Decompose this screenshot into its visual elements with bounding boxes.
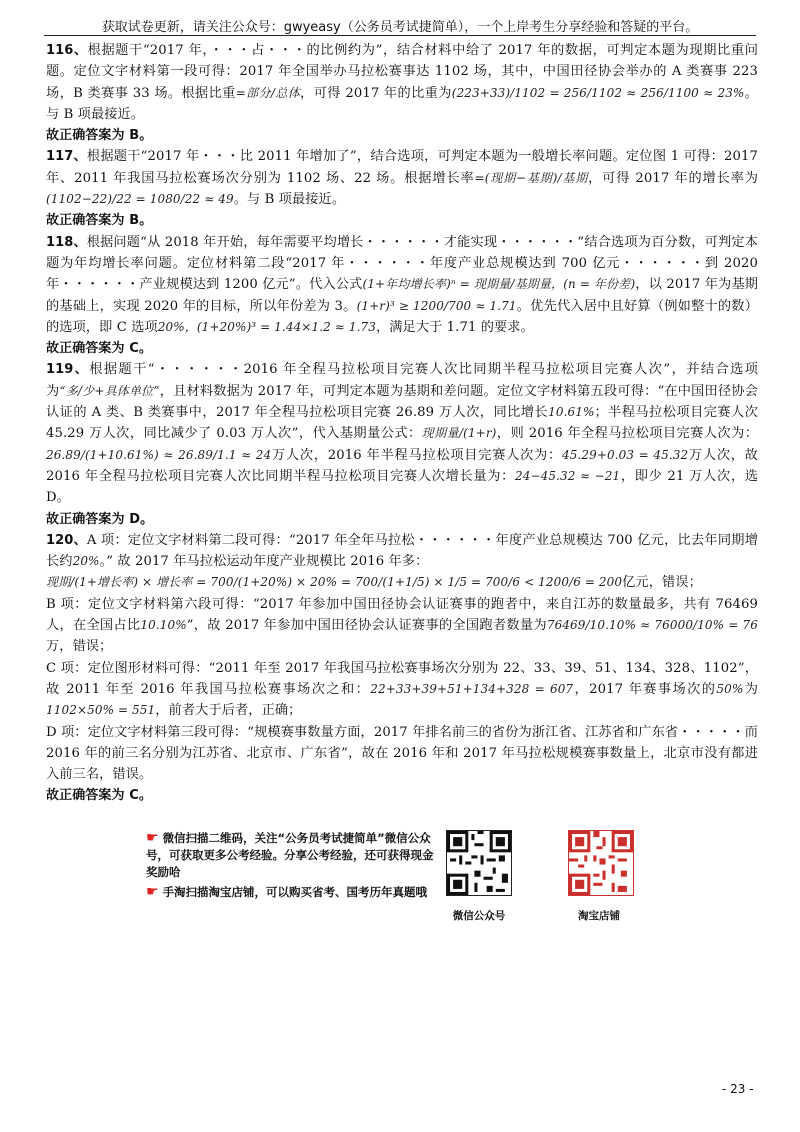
answer-content [46, 40, 758, 807]
text: ，前者大于后者，正确； [155, 703, 302, 719]
qr-caption: 微信公众号 [452, 910, 506, 922]
question-120-option-d: D 项：定位文字材料第三段可得：“规模赛事数量方面，2017 年排名前三的省份为浙江省、江苏省和广东省・・・・・而 2016 年的前三名分别为江苏省、北京市、广东省”，故在 2016 年和 2017 年马拉松规模赛事数量上，北京市没有都进入前三名，错误。 [46, 724, 758, 783]
formula: (1+年均增长率)ⁿ = 现期量/基期量，(n = 年份差) [362, 277, 636, 292]
formula: (1102−22)/22 = 1080/22 ≈ 49 [46, 192, 234, 207]
text: ，即少 21 万人次，选 D。 [46, 468, 758, 506]
formula: 1102×50% = 551 [46, 703, 156, 718]
answer-118: 故正确答案为 C。 [46, 341, 152, 357]
formula: 10.61% [548, 405, 595, 420]
question-number: 119、 [46, 362, 90, 378]
text: A 项：定位文字材料第二段可得：“2017 年全年马拉松・・・・・・年度产业总规模达 700 亿元，比去年同期增长约 [46, 532, 758, 570]
formula: 现期量/(1+r) [421, 426, 497, 441]
answer-120: 故正确答案为 C。 [46, 788, 152, 804]
formula: 50% [716, 681, 744, 696]
text: ，2017 年赛事场次的 [573, 681, 717, 697]
question-number: 116、 [46, 43, 88, 58]
question-118 [46, 232, 758, 338]
text: 万人次，2016 年半程马拉松项目完赛人次为： [271, 447, 562, 463]
text: 。” 故 2017 年马拉松运动年度产业规模比 2016 年多： [99, 554, 429, 570]
text: ”，故 2017 年参加中国田径协会认证赛事的全国跑者数量为 [186, 618, 547, 634]
text: ，则 2016 年全程马拉松项目完赛人次为： [496, 426, 759, 442]
text: 根据题干“2017 年・・・比 2011 年增加了”，结合选项，可判定本题为一般增长率问题。定位图 1 可得：2017 年、2011 年我国马拉松赛场次分别为 1102 场、22 场。根据增长率 [46, 149, 758, 186]
question-119 [46, 359, 758, 508]
page-number: - 23 - [722, 1082, 754, 1096]
formula: “多/少+具体单位” [59, 383, 160, 398]
question-number: 118、 [46, 234, 87, 250]
taobao-promo [146, 884, 436, 901]
text: 。优先代入居中且好算（例如整十的数）的选项，即 C 选项 [46, 298, 758, 335]
text: 万，错误； [46, 639, 113, 655]
text: 为 [743, 681, 758, 697]
pointing-hand-icon: ☛ [146, 830, 159, 846]
formula: 20%，(1+20%)³ = 1.44×1.2 ≈ 1.73 [157, 319, 376, 334]
question-number: 120、 [46, 532, 87, 548]
question-117 [46, 146, 758, 210]
text: 根据题干“2017 年，・・・占・・・的比例约为”，结合材料中给了 2017 年的数据，可判定本题为现期比重问题。定位文字材料第一段可得：2017 年全国举办马拉松赛事达 1102 场，其中，中国田径协会举办的 A 类赛事 223 场，B 类赛事 33 场。根据比重 [46, 43, 758, 101]
answer-117: 故正确答案为 B。 [46, 213, 153, 229]
question-number: 117、 [46, 149, 87, 165]
question-120-option-a [46, 530, 758, 594]
text: ，以 2017 年为基期的基础上，实现 2020 年的目标，所以年份差为 3。 [46, 277, 758, 314]
formula: =部分/总体 [235, 85, 301, 100]
formula: 76469/10.10% ≈ 76000/10% = 76 [546, 618, 759, 633]
qr-caption: 淘宝店铺 [578, 910, 620, 922]
promo-text: 微信扫描二维码，关注“公务员考试捷简单”微信公众号，可获取更多公考经验。分享公考经验，还可获得现金奖励哈 [146, 831, 434, 879]
text: C 项：定位图形材料可得：“2011 年至 2017 年我国马拉松赛事场次分别为 22、33、39、51、134、328、1102”，故 2011 年至 2016 年我国马拉松赛事场次之和： [46, 660, 758, 697]
promo-text: 手淘扫描淘宝店铺，可以购买省考、国考历年真题哦 [162, 885, 428, 899]
formula: 22+33+39+51+134+328 = 607 [370, 681, 574, 696]
wechat-qr-code-icon[interactable] [446, 830, 512, 896]
formula: 45.29+0.03 = 45.32 [561, 447, 689, 462]
formula: 26.89/(1+10.61%) ≈ 26.89/1.1 ≈ 24 [46, 447, 272, 462]
formula: =(现期−基期)/基期 [474, 170, 589, 185]
header-divider [44, 35, 756, 36]
answer-119: 故正确答案为 D。 [46, 511, 154, 527]
formula: 24−45.32 ≈ −21 [514, 468, 621, 483]
text: ，可得 2017 年的增长率为 [588, 170, 758, 186]
formula: (1+r)³ ≥ 1200/700 ≈ 1.71 [356, 298, 517, 313]
text: 。与 B 项最接近。 [46, 85, 759, 122]
text: 亿元，错误； [622, 575, 702, 591]
formula: 20% [72, 554, 100, 569]
text: ，满足大于 1.71 的要求。 [375, 319, 534, 335]
text: ，且材料数据为 2017 年，可判定本题为基期和差问题。定位文字材料第五段可得：“在中国田径协会认证的 A 类、B 类赛事中，2017 年全程马拉松项目完赛 26.89 万人次，同比增长 [46, 383, 758, 421]
text: 万人次，故 2016 年全程马拉松项目完赛人次比同期半程马拉松项目完赛人次增长量为： [46, 447, 759, 484]
pointing-hand-icon: ☛ [146, 884, 159, 900]
taobao-qr-code-icon[interactable] [568, 830, 634, 896]
formula: 现期/(1+增长率) × 增长率 = 700/(1+20%) × 20% = 700/(1+1/5) × 1/5 = 700/6 < 1200/6 = 200 [46, 575, 623, 590]
wechat-promo [146, 830, 436, 881]
answer-116: 故正确答案为 B。 [46, 128, 153, 144]
question-120-option-b [46, 594, 758, 658]
text: ；半程马拉松项目完赛人次 45.29 万人次，同比减少了 0.03 万人次”，代入基期量公式： [46, 405, 758, 442]
text: ，可得 2017 年的比重为 [300, 85, 452, 101]
page-header: 获取试卷更新，请关注公众号：gwyeasy（公务员考试捷简单），一个上岸考生分享经验和答疑的平台。 [101, 20, 699, 35]
question-116 [46, 40, 758, 125]
question-120-option-c [46, 658, 758, 722]
formula: 10.10% [140, 618, 187, 633]
text: B 项：定位文字材料第六段可得：“2017 年参加中国田径协会认证赛事的跑者中，来自江苏的数量最多，共有 76469 人，在全国占比 [46, 596, 758, 634]
promo-footer [146, 826, 646, 926]
text: 根据题干“・・・・・・2016 年全程马拉松项目完赛人次比同期半程马拉松项目完赛人次”，并结合选项为 [46, 362, 758, 399]
text: 根据问题“从 2018 年开始，每年需要平均增长・・・・・・才能实现・・・・・・”结合选项为百分数，可判定本题为年均增长率问题。定位材料第二段“2017 年・・・・・・年度产业总规模达到 700 亿元・・・・・・到 2020 年・・・・・・产业规模达到 1200 亿元”。代入公式 [46, 234, 758, 293]
formula: (223+33)/1102 = 256/1102 ≈ 256/1100 ≈ 23% [451, 85, 745, 100]
text: 。与 B 项最接近。 [233, 192, 346, 208]
